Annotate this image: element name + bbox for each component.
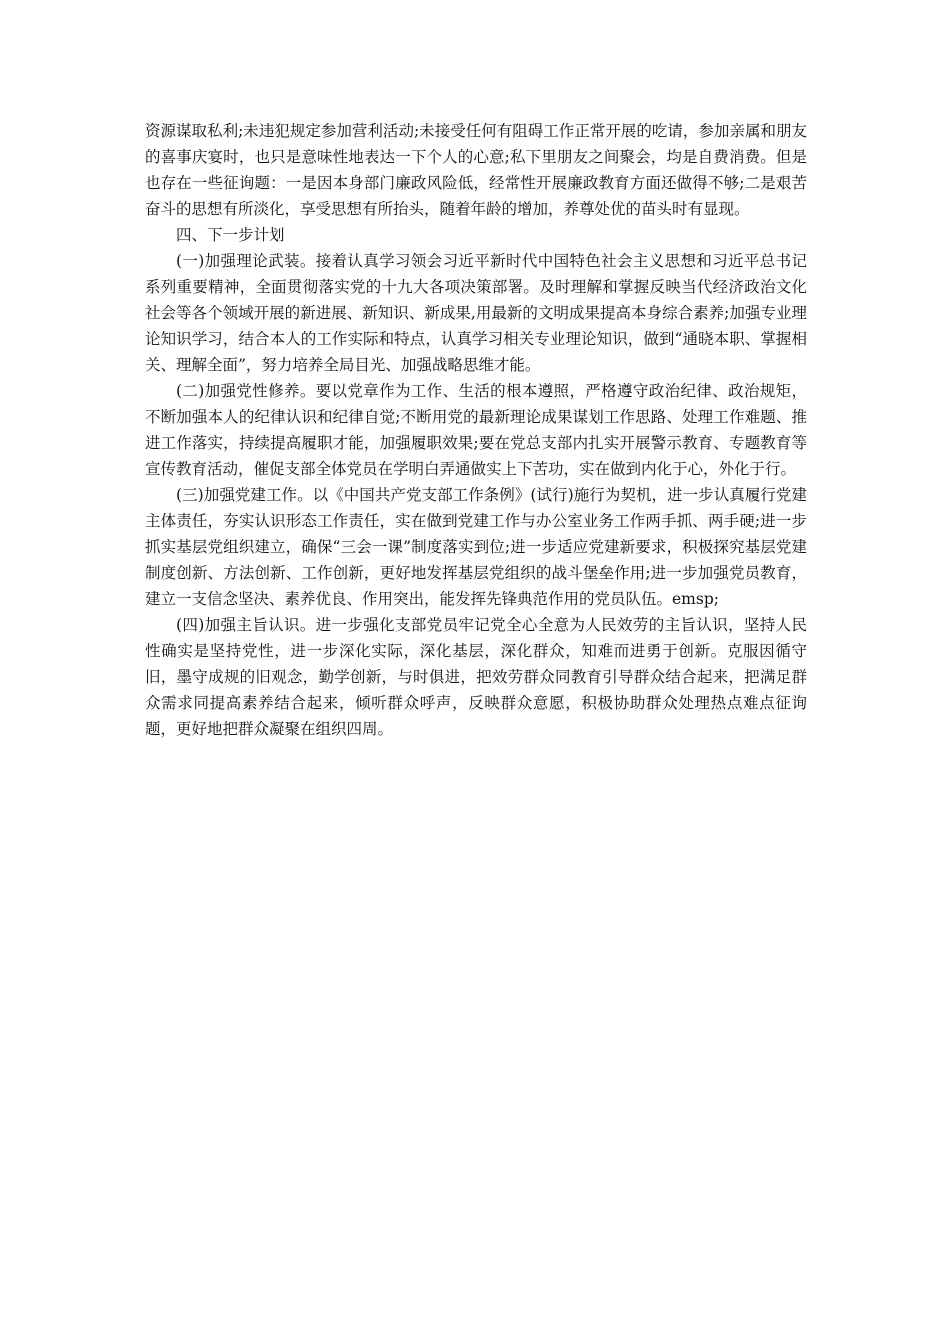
paragraph-theory-study: (一)加强理论武装。接着认真学习领会习近平新时代中国特色社会主义思想和习近平总书记系列重要精神，全面贯彻落实党的十九大各项决策部署。及时理解和掌握反映当代经济政治文化社会等各个领域开展的新进展、新知识、新成果,用最新的文明成果提高本身综合素养;加强专业理论知识学习，结合本人的工作实际和特点，认真学习相关专业理论知识，做到“通晓本职、掌握相关、理解全面”，努力培养全局目光、加强战略思维才能。	[145, 252, 807, 374]
paragraph-purpose-awareness: (四)加强主旨认识。进一步强化支部党员牢记党全心全意为人民效劳的主旨认识，坚持人民性确实是坚持党性，进一步深化实际，深化基层，深化群众，知难而进勇于创新。克服因循守旧，墨守成规的旧观念，勤学创新，与时俱进，把效劳群众同教育引导群众结合起来，把满足群众需求同提高素养结合起来，倾听群众呼声，反映群众意愿，积极协助群众处理热点难点征询题，更好地把群众凝聚在组织四周。	[145, 616, 807, 738]
document-body	[145, 118, 807, 742]
paragraph-integrity-continued: 资源谋取私利;未违犯规定参加营利活动;未接受任何有阻碍工作正常开展的吃请，参加亲属和朋友的喜事庆宴时，也只是意味性地表达一下个人的心意;私下里朋友之间聚会，均是自费消费。但是也存在一些征询题：一是因本身部门廉政风险低，经常性开展廉政教育方面还做得不够;二是艰苦奋斗的思想有所淡化，享受思想有所抬头，随着年龄的增加，养尊处优的苗头时有显现。	[145, 122, 807, 218]
paragraph-party-spirit: (二)加强党性修养。要以党章作为工作、生活的根本遵照，严格遵守政治纪律、政治规矩，不断加强本人的纪律认识和纪律自觉;不断用党的最新理论成果谋划工作思路、处理工作难题、推进工作落实，持续提高履职才能，加强履职效果;要在党总支部内扎实开展警示教育、专题教育等宣传教育活动，催促支部全体党员在学明白弄通做实上下苦功，实在做到内化于心，外化于行。	[145, 382, 807, 478]
section-heading-next-plan: 四、下一步计划	[176, 226, 285, 244]
paragraph-party-building: (三)加强党建工作。以《中国共产党支部工作条例》(试行)施行为契机，进一步认真履行党建主体责任，夯实认识形态工作责任，实在做到党建工作与办公室业务工作两手抓、两手硬;进一步抓实基层党组织建立，确保“三会一课”制度落实到位;进一步适应党建新要求，积极探究基层党建制度创新、方法创新、工作创新，更好地发挥基层党组织的战斗堡垒作用;进一步加强党员教育，建立一支信念坚决、素养优良、作用突出，能发挥先锋典范作用的党员队伍。emsp;	[145, 486, 807, 608]
